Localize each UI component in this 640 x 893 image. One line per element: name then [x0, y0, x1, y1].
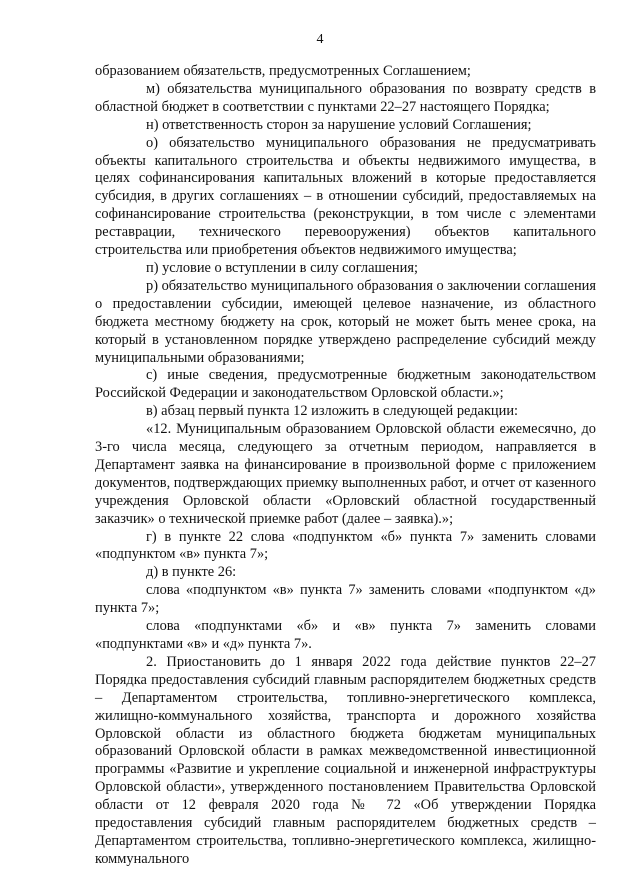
paragraph-8: «12. Муниципальным образованием Орловской области ежемесячно, до 3-го числа месяца, следующего за отчетным периодом, направляется в Департамент заявка на финансирование в произвольной форме с приложением документов, подтверждающих приемку выполненных работ, и отчет от казенного учреждения Орловской области «Орловский областной государственный заказчик» о технической приемке работ (далее – заявка).»; — [95, 421, 597, 527]
paragraph-1: м) обязательства муниципального образования по возврату средств в областной бюджет в соответствии с пунктами 22–27 настоящего Порядка; — [95, 80, 596, 115]
page-number: 4 — [316, 32, 324, 47]
paragraph-7: в) абзац первый пункта 12 изложить в следующей редакции: — [146, 403, 519, 420]
paragraph-10: д) в пункте 26: — [146, 564, 237, 581]
paragraph-4: п) условие о вступлении в силу соглашения; — [146, 259, 418, 276]
paragraph-0: образованием обязательств, предусмотренных Соглашением; — [95, 63, 471, 79]
paragraph-5: р) обязательство муниципального образования о заключении соглашения о предоставлении субсидии, имеющей целевое назначение, из областного бюджета местному бюджету на срок, который не может быть менее срока, на который в установленном порядке утверждено распределение субсидий между муниципальными образованиями; — [95, 277, 596, 366]
paragraph-12: слова «подпунктами «б» и «в» пункта 7» заменить словами «подпунктами «в» и «д» пункта 7». — [95, 618, 596, 652]
paragraph-9: г) в пункте 22 слова «подпунктом «б» пункта 7» заменить словами «подпунктом «в» пункта 7»; — [95, 528, 596, 563]
paragraph-2: н) ответственность сторон за нарушение условий Соглашения; — [146, 116, 532, 133]
paragraph-11: слова «подпунктом «в» пункта 7» заменить словами «подпунктом «д» пункта 7»; — [95, 582, 596, 617]
paragraph-3: о) обязательство муниципального образования не предусматривать объекты капитального строительства и объекты недвижимого имущества, в целях софинансирования капитальных вложений в которые предоставляется субсидия, в других соглашениях – в отношении субсидий, предоставляемых на софинансирование строительства (реконструкции, в том числе с элементами реставрации, технического перевооружения) объектов капитального строительства или приобретения объектов недвижимого имущества; — [95, 134, 596, 259]
paragraph-13: 2. Приостановить до 1 января 2022 года действие пунктов 22–27 Порядка предоставления субсидий главным распорядителем бюджетных средств – Департаментом строительства, топливно-энергетического комплекса, жилищно-коммунального хозяйства, транспорта и дорожного хозяйства Орловской области из областного бюджета бюджетам муниципальных образований Орловской области в рамках межведомственной инвестиционной программы «Развитие и укрепление социальной и инженерной инфраструктуры Орловской области», утвержденного постановлением Правительства Орловской области от 12 февраля 2020 года № 72 «Об утверждении Порядка предоставления субсидий главным распорядителем бюджетных средств – Департаментом строительства, топливно-энергетического комплекса, жилищно-коммунального — [95, 653, 596, 867]
document-body — [95, 63, 596, 869]
paragraph-6: с) иные сведения, предусмотренные бюджетным законодательством Российской Федерации и законодательством Орловской области.»; — [95, 367, 596, 402]
